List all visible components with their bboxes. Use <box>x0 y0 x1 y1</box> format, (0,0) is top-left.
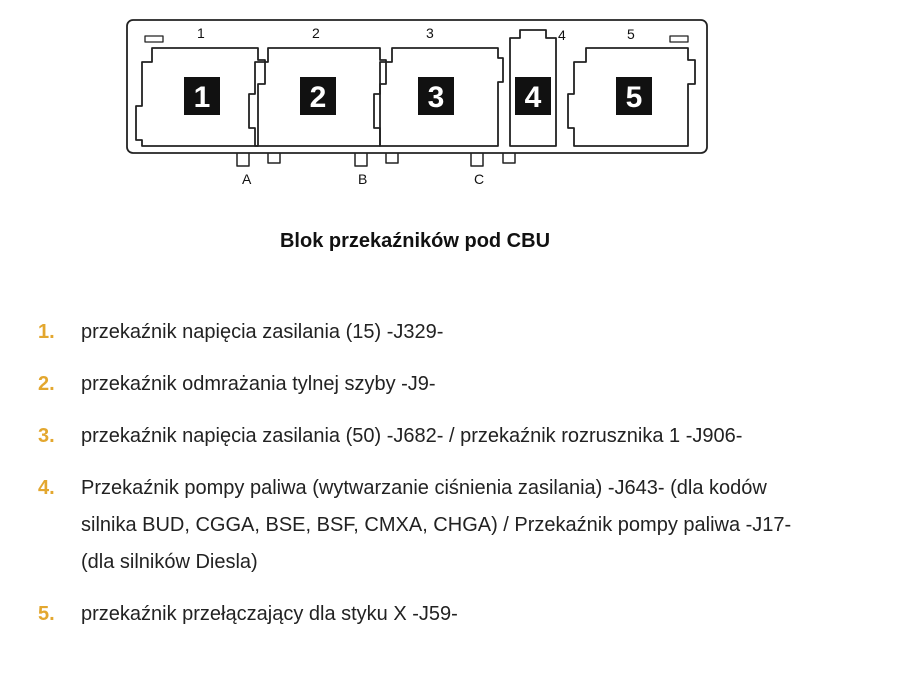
list-item-text: Przekaźnik pompy paliwa (wytwarzanie ciśnienia zasilania) -J643- (dla kodów silnika BUD, CGGA, BSE, BSF, CMXA, CHGA) / Przekaźnik pompy paliwa -J17- (dla silników Diesla) <box>81 477 792 573</box>
connector-c-plug <box>471 153 483 166</box>
list-item-text: przekaźnik napięcia zasilania (15) -J329- <box>81 321 444 343</box>
socket-label-5: 5 <box>627 26 635 42</box>
relay-badge-3: 3 <box>427 81 445 114</box>
relay-badge-2: 2 <box>309 81 327 114</box>
diagram-caption: Blok przekaźników pod CBU <box>279 230 551 252</box>
list-item <box>38 418 808 455</box>
socket-label-4: 4 <box>558 27 566 43</box>
connector-b-plug-2 <box>386 153 398 163</box>
list-item <box>38 366 808 403</box>
list-item <box>38 470 808 581</box>
list-item-number: 2. <box>38 373 55 395</box>
list-item-text: przekaźnik przełączający dla styku X -J59- <box>81 603 458 625</box>
socket-label-3: 3 <box>426 25 434 41</box>
relay-list <box>38 314 808 648</box>
list-item-text: przekaźnik napięcia zasilania (50) -J682- / przekaźnik rozrusznika 1 -J906- <box>81 425 743 447</box>
list-item-text: przekaźnik odmrażania tylnej szyby -J9- <box>81 373 436 395</box>
connector-a-plug-2 <box>268 153 280 163</box>
list-item-number: 3. <box>38 425 55 447</box>
socket-label-1: 1 <box>197 25 205 41</box>
housing-tab-left <box>145 36 163 42</box>
list-item <box>38 596 808 633</box>
relay-block-diagram <box>0 0 917 200</box>
list-item-number: 5. <box>38 603 55 625</box>
list-item-number: 4. <box>38 477 55 499</box>
connector-label-b: B <box>358 171 368 187</box>
connector-label-c: C <box>474 171 485 187</box>
relay-badge-1: 1 <box>193 81 211 114</box>
relay-badge-5: 5 <box>625 81 643 114</box>
list-item <box>38 314 808 351</box>
housing-tab-right <box>670 36 688 42</box>
relay-badge-4: 4 <box>524 81 542 114</box>
connector-label-a: A <box>242 171 252 187</box>
connector-c-plug-2 <box>503 153 515 163</box>
list-item-number: 1. <box>38 321 55 343</box>
connector-b-plug <box>355 153 367 166</box>
socket-label-2: 2 <box>312 25 320 41</box>
connector-a-plug <box>237 153 249 166</box>
